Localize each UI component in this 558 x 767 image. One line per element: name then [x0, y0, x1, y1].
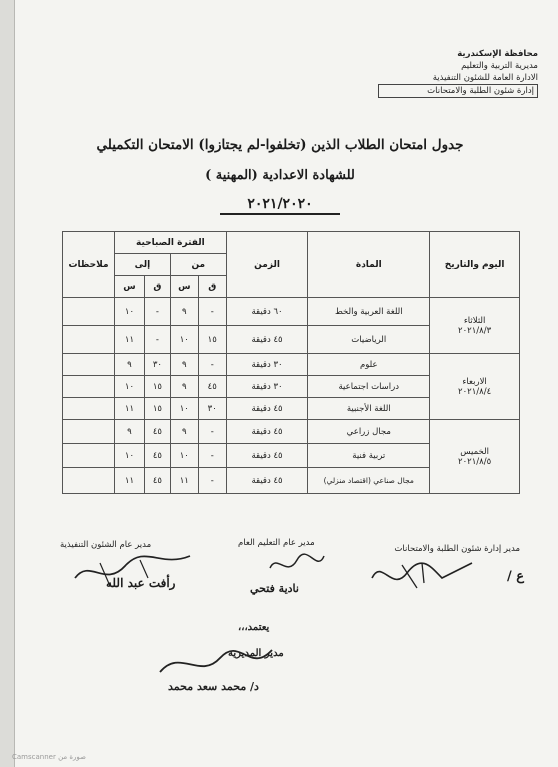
header-block — [378, 48, 538, 98]
to-q-cell: - — [144, 298, 170, 326]
to-s-cell: ١١ — [115, 398, 145, 420]
subject-cell: الرياضيات — [308, 326, 430, 354]
from-q-cell: - — [198, 420, 226, 444]
time-cell: ٤٥ دقيقة — [226, 444, 308, 468]
header-from-q: ق — [198, 276, 226, 298]
from-s-cell: ١٠ — [170, 398, 198, 420]
time-cell: ٣٠ دقيقة — [226, 354, 308, 376]
subject-cell: اللغة الأجنبية — [308, 398, 430, 420]
subject-cell: مجال صناعي (اقتصاد منزلي) — [308, 468, 430, 494]
to-q-cell: - — [144, 326, 170, 354]
from-q-cell: - — [198, 298, 226, 326]
from-q-cell: - — [198, 444, 226, 468]
header-to: إلى — [115, 254, 171, 276]
time-cell: ٦٠ دقيقة — [226, 298, 308, 326]
table-row — [63, 420, 520, 444]
director-name: د/ محمد سعد محمد — [168, 680, 259, 693]
to-q-cell: ١٥ — [144, 398, 170, 420]
governorate-line: محافظة الإسكندرية — [457, 49, 538, 59]
to-s-cell: ١٠ — [115, 376, 145, 398]
scanner-watermark: صورة من Camscanner — [12, 753, 86, 761]
signature-scribble-1 — [362, 553, 482, 598]
from-q-cell: ١٥ — [198, 326, 226, 354]
signature-scribble-2 — [262, 548, 332, 583]
header-time: الزمن — [226, 232, 308, 298]
to-q-cell: ٤٥ — [144, 444, 170, 468]
notes-cell — [63, 326, 115, 354]
subject-cell: تربية فنية — [308, 444, 430, 468]
subject-cell: دراسات اجتماعية — [308, 376, 430, 398]
approval-text: يعتمد،،، — [238, 622, 270, 633]
subject-cell: علوم — [308, 354, 430, 376]
exams-admin-line: إدارة شئون الطلبة والامتحانات — [378, 84, 538, 98]
signature-name-executive-affairs: رأفت عبد الله — [106, 576, 176, 590]
from-q-cell: - — [198, 468, 226, 494]
to-q-cell: ٤٥ — [144, 420, 170, 444]
header-to-s: س — [115, 276, 145, 298]
to-q-cell: ٤٥ — [144, 468, 170, 494]
from-q-cell: - — [198, 354, 226, 376]
notes-cell — [63, 398, 115, 420]
day-cell — [430, 298, 520, 354]
day-date: ٢٠٢١/٨/٣ — [458, 325, 492, 336]
day-cell — [430, 420, 520, 494]
from-q-cell: ٤٥ — [198, 376, 226, 398]
time-cell: ٤٥ دقيقة — [226, 468, 308, 494]
header-day-date: اليوم والتاريخ — [430, 232, 520, 298]
signature-title-students-affairs: مدير إدارة شئون الطلبة والامتحانات — [394, 544, 520, 554]
header-notes: ملاحظات — [63, 232, 115, 298]
from-s-cell: ٩ — [170, 376, 198, 398]
title-line-1: جدول امتحان الطلاب الذين (تخلفوا-لم يجتازوا) الامتحان التكميلي — [96, 137, 464, 153]
notes-cell — [63, 420, 115, 444]
subject-cell: مجال زراعي — [308, 420, 430, 444]
day-cell — [430, 354, 520, 420]
header-from: من — [170, 254, 226, 276]
day-date: ٢٠٢١/٨/٤ — [458, 386, 492, 397]
to-s-cell: ١٠ — [115, 444, 145, 468]
time-cell: ٤٥ دقيقة — [226, 420, 308, 444]
from-s-cell: ٩ — [170, 298, 198, 326]
notes-cell — [63, 376, 115, 398]
notes-cell — [63, 468, 115, 494]
document-title — [40, 136, 520, 154]
header-from-s: س — [170, 276, 198, 298]
subject-cell: اللغة العربية والخط — [308, 298, 430, 326]
day-name: الخميس — [460, 446, 489, 457]
table-row — [63, 298, 520, 326]
notes-cell — [63, 444, 115, 468]
header-morning-period: الفترة الصباحية — [115, 232, 227, 254]
title-line-2: للشهادة الاعدادية (المهنية ) — [205, 168, 355, 183]
from-s-cell: ٩ — [170, 420, 198, 444]
from-q-cell: ٣٠ — [198, 398, 226, 420]
signature-title-executive-affairs: مدير عام الشئون التنفيذية — [60, 540, 152, 550]
to-s-cell: ١٠ — [115, 298, 145, 326]
time-cell: ٣٠ دقيقة — [226, 376, 308, 398]
day-date: ٢٠٢١/٨/٥ — [458, 456, 492, 467]
notes-cell — [63, 298, 115, 326]
academic-year: ٢٠٢١/٢٠٢٠ — [220, 196, 340, 215]
to-s-cell: ٩ — [115, 420, 145, 444]
director-signature-scribble — [150, 644, 280, 684]
signature-title-general-education: مدير عام التعليم العام — [238, 538, 315, 548]
to-q-cell: ١٥ — [144, 376, 170, 398]
directorate-line: مديرية التربية والتعليم — [461, 61, 538, 71]
to-s-cell: ١١ — [115, 468, 145, 494]
day-name: الثلاثاء — [463, 315, 486, 326]
header-subject: المادة — [308, 232, 430, 298]
from-s-cell: ٩ — [170, 354, 198, 376]
signature-name-students-affairs: ع / — [506, 569, 524, 584]
from-s-cell: ١٠ — [170, 444, 198, 468]
signature-name-general-education: نادية فتحي — [250, 582, 299, 595]
director-title: مدير المديرية — [228, 648, 284, 659]
executive-admin-line: الادارة العامة للشئون التنفيذية — [432, 73, 538, 83]
exam-schedule-table — [62, 231, 520, 494]
day-name: الاربعاء — [462, 376, 487, 387]
header-to-q: ق — [144, 276, 170, 298]
from-s-cell: ١١ — [170, 468, 198, 494]
notes-cell — [63, 354, 115, 376]
time-cell: ٤٥ دقيقة — [226, 398, 308, 420]
to-q-cell: ٣٠ — [144, 354, 170, 376]
time-cell: ٤٥ دقيقة — [226, 326, 308, 354]
to-s-cell: ٩ — [115, 354, 145, 376]
table-row — [63, 354, 520, 376]
to-s-cell: ١١ — [115, 326, 145, 354]
from-s-cell: ١٠ — [170, 326, 198, 354]
